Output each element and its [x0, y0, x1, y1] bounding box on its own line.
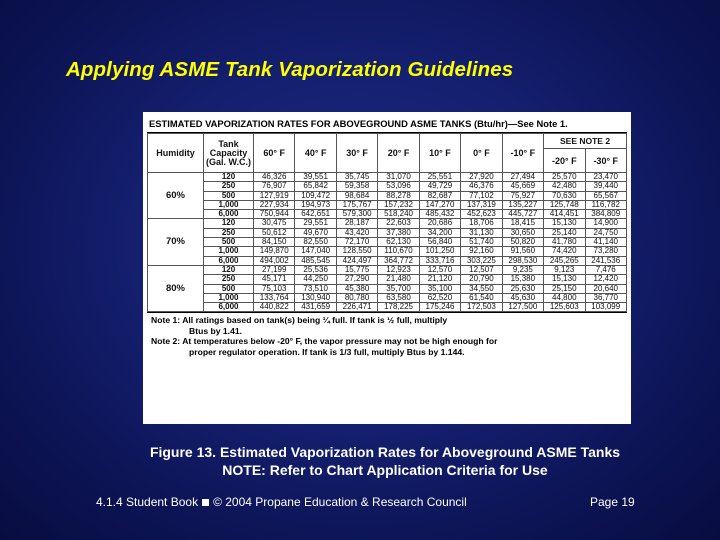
note-2-line-1: Note 2: At temperatures below -20° F, the vapor pressure may not be high enough for — [151, 336, 498, 347]
vaporization-rate-cell: 45,380 — [336, 284, 377, 293]
vaporization-rate-cell: 25,536 — [295, 265, 336, 274]
vaporization-rate-cell: 25,551 — [419, 173, 460, 182]
table-header-row — [148, 134, 627, 149]
vaporization-rate-cell: 20,686 — [419, 219, 460, 228]
vaporization-rate-cell: 74,420 — [544, 247, 585, 256]
table-row — [148, 238, 627, 247]
temp-header: 0° F — [461, 134, 502, 173]
vaporization-rate-cell: 133,764 — [254, 293, 295, 302]
vaporization-rate-cell: 49,729 — [419, 182, 460, 191]
vaporization-rate-cell: 34,550 — [461, 284, 502, 293]
vaporization-rate-cell: 30,475 — [254, 219, 295, 228]
vaporization-rate-cell: 14,900 — [585, 219, 627, 228]
vaporization-rate-cell: 298,530 — [502, 256, 543, 265]
slide-title: Applying ASME Tank Vaporization Guidelines — [66, 58, 514, 81]
note-2-line-2: proper regulator operation. If tank is 1/3 full, multiply Btus by 1.144. — [189, 346, 465, 357]
table-row — [148, 182, 627, 191]
vaporization-rate-cell: 103,099 — [585, 303, 627, 312]
vaporization-rate-cell: 92,160 — [461, 247, 502, 256]
vaporization-rate-cell: 9,123 — [544, 265, 585, 274]
vaporization-rate-cell: 384,809 — [585, 210, 627, 219]
vaporization-rate-cell: 76,907 — [254, 182, 295, 191]
table-row — [148, 275, 627, 284]
table-row — [148, 219, 627, 228]
vaporization-rate-cell: 109,472 — [295, 191, 336, 200]
vaporization-rate-cell: 494,002 — [254, 256, 295, 265]
vaporization-rate-cell: 127,500 — [502, 303, 543, 312]
vaporization-rate-cell: 49,670 — [295, 228, 336, 237]
vaporization-rate-cell: 73,510 — [295, 284, 336, 293]
vaporization-rate-cell: 41,780 — [544, 238, 585, 247]
vaporization-rate-cell: 35,100 — [419, 284, 460, 293]
vaporization-rate-cell: 12,507 — [461, 265, 502, 274]
vaporization-rate-cell: 23,470 — [585, 173, 627, 182]
vaporization-rate-cell: 27,199 — [254, 265, 295, 274]
vaporization-rate-cell: 333,716 — [419, 256, 460, 265]
vaporization-rate-cell: 82,550 — [295, 238, 336, 247]
vaporization-rate-cell: 43,420 — [336, 228, 377, 237]
humidity-header: Humidity — [148, 134, 204, 173]
vaporization-rate-cell: 62,520 — [419, 293, 460, 302]
table-row — [148, 191, 627, 200]
vaporization-rate-cell: 101,250 — [419, 247, 460, 256]
vaporization-rate-cell: 70,630 — [544, 191, 585, 200]
table-notes — [147, 312, 627, 357]
vaporization-rate-cell: 147,040 — [295, 247, 336, 256]
vaporization-rate-cell: 579,300 — [336, 210, 377, 219]
vaporization-rate-cell: 25,150 — [544, 284, 585, 293]
tank-capacity-cell: 250 — [204, 228, 254, 237]
vaporization-rate-cell: 80,780 — [336, 293, 377, 302]
tank-capacity-cell: 250 — [204, 182, 254, 191]
vaporization-rate-cell: 27,920 — [461, 173, 502, 182]
table-row — [148, 303, 627, 312]
vaporization-rate-cell: 21,480 — [378, 275, 419, 284]
vaporization-rate-cell: 20,790 — [461, 275, 502, 284]
vaporization-rate-cell: 424,497 — [336, 256, 377, 265]
vaporization-rate-cell: 22,603 — [378, 219, 419, 228]
vaporization-rate-cell: 12,923 — [378, 265, 419, 274]
vaporization-rate-cell: 15,775 — [336, 265, 377, 274]
vaporization-rate-cell: 20,640 — [585, 284, 627, 293]
vaporization-rate-cell: 12,420 — [585, 275, 627, 284]
temp-header: 20° F — [378, 134, 419, 173]
vaporization-rate-cell: 750,944 — [254, 210, 295, 219]
vaporization-rate-cell: 82,687 — [419, 191, 460, 200]
vaporization-rate-cell: 445,727 — [502, 210, 543, 219]
table-row — [148, 293, 627, 302]
vaporization-rate-cell: 440,822 — [254, 303, 295, 312]
vaporization-rate-cell: 485,545 — [295, 256, 336, 265]
vaporization-rate-cell: 98,684 — [336, 191, 377, 200]
vaporization-rate-cell: 39,551 — [295, 173, 336, 182]
footer-left — [96, 495, 467, 509]
vaporization-rate-cell: 7,476 — [585, 265, 627, 274]
vaporization-rate-cell: 46,376 — [461, 182, 502, 191]
vaporization-rate-cell: 72,170 — [336, 238, 377, 247]
vaporization-rate-cell: 42,480 — [544, 182, 585, 191]
figure-note: NOTE: Refer to Chart Application Criteria for Use — [222, 462, 548, 478]
vaporization-rate-cell: 21,120 — [419, 275, 460, 284]
vaporization-rate-cell: 485,432 — [419, 210, 460, 219]
vaporization-rate-cell: 36,770 — [585, 293, 627, 302]
vaporization-rate-cell: 25,570 — [544, 173, 585, 182]
vaporization-rate-cell: 63,580 — [378, 293, 419, 302]
table-row — [148, 247, 627, 256]
table-row — [148, 210, 627, 219]
vaporization-rate-cell: 431,659 — [295, 303, 336, 312]
vaporization-rate-cell: 194,973 — [295, 200, 336, 209]
humidity-cell: 70% — [148, 219, 204, 265]
vaporization-rate-cell: 110,670 — [378, 247, 419, 256]
vaporization-rate-cell: 65,567 — [585, 191, 627, 200]
tank-capacity-cell: 500 — [204, 238, 254, 247]
vaporization-rate-cell: 135,227 — [502, 200, 543, 209]
vaporization-rate-cell: 31,130 — [461, 228, 502, 237]
footer-copyright: © 2004 Propane Education & Research Council — [213, 495, 467, 509]
vaporization-rate-cell: 50,612 — [254, 228, 295, 237]
vaporization-rate-cell: 37,380 — [378, 228, 419, 237]
vaporization-rate-cell: 27,290 — [336, 275, 377, 284]
temp-header: 40° F — [295, 134, 336, 173]
vaporization-rate-cell: 175,246 — [419, 303, 460, 312]
tank-capacity-cell: 6,000 — [204, 256, 254, 265]
vaporization-rate-cell: 84,150 — [254, 238, 295, 247]
tank-capacity-cell: 250 — [204, 275, 254, 284]
footer-book-ref: 4.1.4 Student Book — [96, 495, 199, 509]
square-bullet-icon — [202, 499, 209, 506]
vaporization-rate-cell: 128,550 — [336, 247, 377, 256]
temp-header: -10° F — [502, 134, 543, 173]
vaporization-rate-cell: 241,536 — [585, 256, 627, 265]
vaporization-rate-cell: 245,265 — [544, 256, 585, 265]
vaporization-rate-cell: 77,102 — [461, 191, 502, 200]
table-row — [148, 256, 627, 265]
vaporization-rate-cell: 75,927 — [502, 191, 543, 200]
vaporization-rate-cell: 137,319 — [461, 200, 502, 209]
capacity-header: Tank Capacity (Gal. W.C.) — [204, 134, 254, 173]
vaporization-rate-cell: 41,140 — [585, 238, 627, 247]
tank-capacity-cell: 120 — [204, 173, 254, 182]
vaporization-rate-cell: 62,130 — [378, 238, 419, 247]
vaporization-rate-cell: 45,630 — [502, 293, 543, 302]
vaporization-rate-cell: 116,782 — [585, 200, 627, 209]
vaporization-rate-cell: 39,440 — [585, 182, 627, 191]
vaporization-rate-cell: 125,748 — [544, 200, 585, 209]
vaporization-rate-cell: 45,669 — [502, 182, 543, 191]
vaporization-rate-cell: 452,623 — [461, 210, 502, 219]
tank-capacity-cell: 1,000 — [204, 247, 254, 256]
vaporization-rate-cell: 642,651 — [295, 210, 336, 219]
vaporization-rate-cell: 88,278 — [378, 191, 419, 200]
see-note-2-header: SEE NOTE 2 — [544, 134, 627, 149]
vaporization-rate-cell: 9,235 — [502, 265, 543, 274]
vaporization-rate-cell: 130,940 — [295, 293, 336, 302]
vaporization-rate-cell: 31,070 — [378, 173, 419, 182]
vaporization-rate-cell: 35,700 — [378, 284, 419, 293]
vaporization-rate-cell: 75,103 — [254, 284, 295, 293]
vaporization-rate-cell: 25,140 — [544, 228, 585, 237]
vaporization-rate-cell: 45,171 — [254, 275, 295, 284]
vaporization-rate-cell: 226,471 — [336, 303, 377, 312]
vaporization-rate-cell: 24,750 — [585, 228, 627, 237]
vaporization-rate-cell: 44,250 — [295, 275, 336, 284]
temp-header: 60° F — [254, 134, 295, 173]
vaporization-rate-cell: 25,630 — [502, 284, 543, 293]
vaporization-rate-cell: 91,560 — [502, 247, 543, 256]
vaporization-rate-cell: 175,767 — [336, 200, 377, 209]
vaporization-rate-cell: 18,415 — [502, 219, 543, 228]
page-number: Page 19 — [590, 495, 635, 509]
humidity-cell: 80% — [148, 265, 204, 311]
vaporization-rate-cell: 35,745 — [336, 173, 377, 182]
vaporization-rate-cell: 53,096 — [378, 182, 419, 191]
table-row — [148, 265, 627, 274]
vaporization-rate-cell: 27,494 — [502, 173, 543, 182]
tank-capacity-cell: 1,000 — [204, 293, 254, 302]
table-row — [148, 284, 627, 293]
vaporization-rate-cell: 15,130 — [544, 275, 585, 284]
vaporization-rate-cell: 157,232 — [378, 200, 419, 209]
vaporization-table — [147, 133, 627, 312]
vaporization-rate-cell: 149,870 — [254, 247, 295, 256]
vaporization-rate-cell: 65,842 — [295, 182, 336, 191]
vaporization-rate-cell: 50,820 — [502, 238, 543, 247]
table-row — [148, 228, 627, 237]
tank-capacity-cell: 6,000 — [204, 303, 254, 312]
vaporization-table-image — [143, 112, 631, 424]
tank-capacity-cell: 500 — [204, 284, 254, 293]
vaporization-rate-cell: 30,650 — [502, 228, 543, 237]
vaporization-rate-cell: 56,840 — [419, 238, 460, 247]
tank-capacity-cell: 6,000 — [204, 210, 254, 219]
vaporization-rate-cell: 147,270 — [419, 200, 460, 209]
table-row — [148, 173, 627, 182]
vaporization-rate-cell: 18,706 — [461, 219, 502, 228]
vaporization-rate-cell: 51,740 — [461, 238, 502, 247]
vaporization-rate-cell: 172,503 — [461, 303, 502, 312]
tank-capacity-cell: 120 — [204, 219, 254, 228]
vaporization-rate-cell: 127,919 — [254, 191, 295, 200]
vaporization-rate-cell: 178,225 — [378, 303, 419, 312]
vaporization-rate-cell: 227,934 — [254, 200, 295, 209]
vaporization-rate-cell: 34,200 — [419, 228, 460, 237]
vaporization-rate-cell: 61,540 — [461, 293, 502, 302]
vaporization-rate-cell: 15,130 — [544, 219, 585, 228]
vaporization-rate-cell: 44,800 — [544, 293, 585, 302]
vaporization-rate-cell: 518,240 — [378, 210, 419, 219]
vaporization-rate-cell: 29,551 — [295, 219, 336, 228]
temp-header: 30° F — [336, 134, 377, 173]
tank-capacity-cell: 1,000 — [204, 200, 254, 209]
vaporization-rate-cell: 12,570 — [419, 265, 460, 274]
note-1-line-2: Btus by 1.41. — [189, 325, 243, 336]
vaporization-rate-cell: 364,772 — [378, 256, 419, 265]
vaporization-rate-cell: 303,225 — [461, 256, 502, 265]
vaporization-rate-cell: 15,380 — [502, 275, 543, 284]
tank-capacity-cell: 500 — [204, 191, 254, 200]
vaporization-rate-cell: 59,358 — [336, 182, 377, 191]
temp-header: 10° F — [419, 134, 460, 173]
note-1-line-1: Note 1: All ratings based on tank(s) being ¼ full. If tank is ½ full, multiply — [151, 315, 448, 326]
vaporization-rate-cell: 28,187 — [336, 219, 377, 228]
temp-header: -20° F — [544, 149, 585, 173]
vaporization-rate-cell: 46,326 — [254, 173, 295, 182]
vaporization-rate-cell: 73,280 — [585, 247, 627, 256]
humidity-cell: 60% — [148, 173, 204, 219]
table-row — [148, 200, 627, 209]
figure-caption: Figure 13. Estimated Vaporization Rates for Aboveground ASME Tanks — [149, 444, 621, 460]
table-heading: ESTIMATED VAPORIZATION RATES FOR ABOVEGROUND ASME TANKS (Btu/hr)—See Note 1. — [147, 116, 627, 133]
vaporization-rate-cell: 414,451 — [544, 210, 585, 219]
temp-header: -30° F — [585, 149, 627, 173]
tank-capacity-cell: 120 — [204, 265, 254, 274]
vaporization-rate-cell: 125,603 — [544, 303, 585, 312]
